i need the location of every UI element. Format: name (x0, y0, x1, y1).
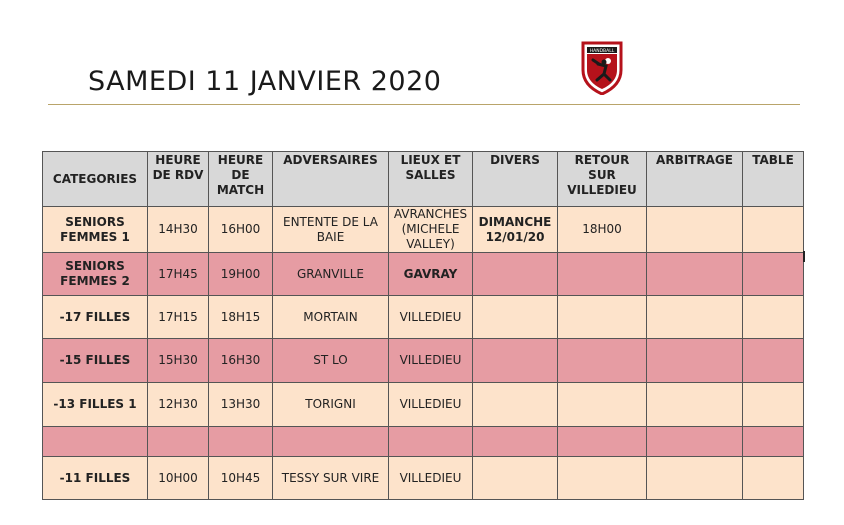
cell-retour: 18H00 (558, 207, 647, 253)
cell-categorie: -15 FILLES (43, 339, 148, 383)
cell-arbitrage (647, 296, 743, 339)
cell-categorie: SENIORS FEMMES 1 (43, 207, 148, 253)
cell-adversaire: ST LO (273, 339, 389, 383)
header-categories: CATEGORIES (43, 152, 148, 207)
cell-arbitrage (647, 207, 743, 253)
cell-rdv: 17H45 (148, 253, 209, 296)
cell-arbitrage (647, 427, 743, 457)
cell-lieu: GAVRAY (389, 253, 473, 296)
cell-lieu: VILLEDIEU (389, 296, 473, 339)
cell-rdv: 12H30 (148, 383, 209, 427)
cell-match: 19H00 (209, 253, 273, 296)
cell-table (743, 457, 804, 500)
cell-divers (473, 457, 558, 500)
cell-match: 10H45 (209, 457, 273, 500)
cell-lieu: VILLEDIEU (389, 383, 473, 427)
cell-adversaire: MORTAIN (273, 296, 389, 339)
cell-adversaire: ENTENTE DE LA BAIE (273, 207, 389, 253)
cell-lieu: AVRANCHES (MICHELE VALLEY) (389, 207, 473, 253)
page-title: SAMEDI 11 JANVIER 2020 (88, 66, 442, 97)
cell-match: 18H15 (209, 296, 273, 339)
cell-adversaire (273, 427, 389, 457)
header-heure-rdv: HEURE DE RDV (148, 152, 209, 207)
cell-adversaire: TORIGNI (273, 383, 389, 427)
cell-arbitrage (647, 383, 743, 427)
cell-categorie: -11 FILLES (43, 457, 148, 500)
handball-club-logo-icon (580, 40, 624, 95)
cell-table (743, 253, 804, 296)
cell-divers (473, 253, 558, 296)
header-lieux: LIEUX ET SALLES (389, 152, 473, 207)
cell-categorie: -13 FILLES 1 (43, 383, 148, 427)
cell-lieu: VILLEDIEU (389, 339, 473, 383)
cell-divers: DIMANCHE 12/01/20 (473, 207, 558, 253)
cell-arbitrage (647, 457, 743, 500)
cell-retour (558, 253, 647, 296)
cell-arbitrage (647, 339, 743, 383)
table-row (43, 207, 804, 253)
header-row (43, 152, 804, 207)
header-heure-match: HEURE DE MATCH (209, 152, 273, 207)
cell-match: 16H00 (209, 207, 273, 253)
header-table: TABLE (743, 152, 804, 207)
table-row (43, 383, 804, 427)
cell-divers (473, 427, 558, 457)
cell-retour (558, 296, 647, 339)
table-row (43, 339, 804, 383)
cell-lieu (389, 427, 473, 457)
cell-table (743, 339, 804, 383)
header-retour: RETOUR SUR VILLEDIEU (558, 152, 647, 207)
cell-divers (473, 383, 558, 427)
cell-divers (473, 296, 558, 339)
cell-divers (473, 339, 558, 383)
cell-retour (558, 383, 647, 427)
cell-rdv: 17H15 (148, 296, 209, 339)
cell-rdv: 14H30 (148, 207, 209, 253)
cell-categorie: -17 FILLES (43, 296, 148, 339)
cell-categorie: SENIORS FEMMES 2 (43, 253, 148, 296)
cell-match: 13H30 (209, 383, 273, 427)
cell-lieu: VILLEDIEU (389, 457, 473, 500)
cell-arbitrage (647, 253, 743, 296)
table-row (43, 457, 804, 500)
cell-adversaire: GRANVILLE (273, 253, 389, 296)
cell-table (743, 296, 804, 339)
schedule-table (42, 151, 804, 500)
cell-retour (558, 427, 647, 457)
cell-categorie (43, 427, 148, 457)
cell-adversaire: TESSY SUR VIRE (273, 457, 389, 500)
cell-match: 16H30 (209, 339, 273, 383)
table-row (43, 427, 804, 457)
logo-text: HANDBALL (589, 49, 615, 54)
table-row (43, 296, 804, 339)
cell-retour (558, 457, 647, 500)
cell-rdv (148, 427, 209, 457)
header-arbitrage: ARBITRAGE (647, 152, 743, 207)
header-adversaires: ADVERSAIRES (273, 152, 389, 207)
cell-table (743, 383, 804, 427)
table-row (43, 253, 804, 296)
cursor-mark (803, 251, 805, 262)
cell-rdv: 15H30 (148, 339, 209, 383)
header-divers: DIVERS (473, 152, 558, 207)
title-underline (48, 104, 800, 105)
cell-rdv: 10H00 (148, 457, 209, 500)
cell-table (743, 207, 804, 253)
cell-table (743, 427, 804, 457)
cell-retour (558, 339, 647, 383)
cell-match (209, 427, 273, 457)
